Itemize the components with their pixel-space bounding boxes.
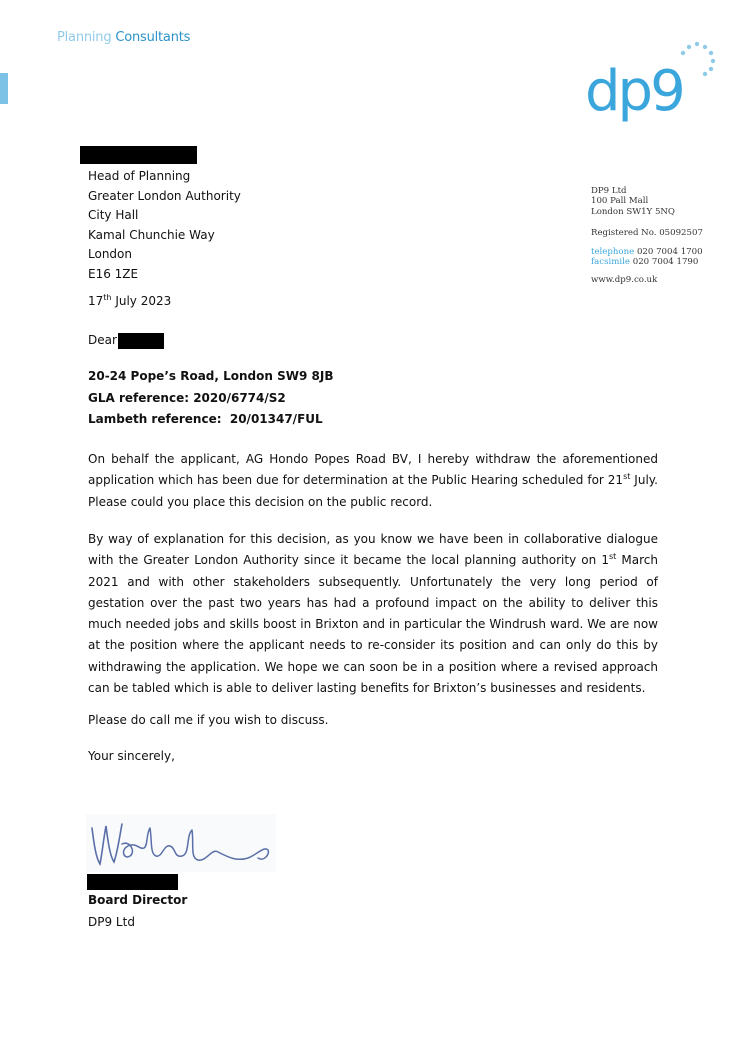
dp9-logo-wordmark: dp9 [585,59,683,124]
recipient-organisation: Greater London Authority [88,188,241,203]
company-name: DP9 Ltd [591,186,627,196]
salutation-text: Dear [88,333,117,347]
letter-date [88,294,171,308]
letter-subject [88,366,333,431]
subject-gla-reference: GLA reference: 2020/6774/S2 [88,390,286,405]
company-details [591,186,703,286]
body-paragraph-1 [88,449,658,513]
company-telephone [591,247,703,257]
telephone-label: telephone [591,246,635,257]
paragraph-2-part-a: By way of explanation for this decision, as you know we have been in collaborative dialogue with the Greater London Authority since it became the local planning authority on 1 [88,532,658,568]
body-paragraph-3: Please do call me if you wish to discuss. [88,713,329,727]
paragraph-2-part-b: March 2021 and with other stakeholders subsequently. Unfortunately the very long period of gestation over the past two years has had a profound impact on the ability to deliver this much needed jobs and skills boost in Brixton and in particular the Windrush ward. We are now at the position where the applicant needs to re-consider its position and can only do this by withdrawing the application. We hope we can soon be in a position where a revised approach can be tabled which is able to deliver lasting benefits for Brixton’s businesses and residents. [88,553,658,696]
company-registered-number: Registered No. 05092507 [591,228,703,239]
recipient-postcode: E16 1ZE [88,266,139,281]
facsimile-label: facsimile [591,257,631,268]
telephone-number: 020 7004 1700 [636,246,703,257]
tagline-word-consultants: Consultants [115,30,191,45]
paragraph-1-part-a: On behalf the applicant, AG Hondo Popes Road BV, I hereby withdraw the aforementioned application which has been due for determination at the Public Hearing scheduled for 21 [88,452,658,488]
date-month-year: July 2023 [111,294,172,308]
redacted-recipient-name [80,146,197,164]
recipient-city: London [88,247,132,262]
paragraph-2-superscript: st [608,552,617,562]
date-suffix: th [103,293,112,302]
signatory-role: Board Director [88,893,188,907]
recipient-address-line2: Kamal Chunchie Way [88,227,215,242]
header-tagline [57,30,190,45]
recipient-address [88,167,241,285]
handwritten-signature [86,814,276,872]
recipient-role: Head of Planning [88,169,191,183]
page-edge-accent-bar [0,73,8,104]
company-facsimile [591,257,703,267]
body-paragraph-2 [88,529,658,699]
recipient-address-line1: City Hall [88,208,139,223]
redacted-signatory-name [87,874,178,890]
company-address-line2: London SW1Y 5NQ [591,206,675,217]
tagline-word-planning: Planning [57,30,112,45]
subject-lambeth-reference: Lambeth reference: 20/01347/FUL [88,412,323,426]
company-website: www.dp9.co.uk [591,275,658,286]
salutation [88,333,117,347]
redacted-salutation-name [118,333,164,349]
closing-line: Your sincerely, [88,749,175,763]
company-address-line1: 100 Pall Mall [591,196,649,207]
signatory-organisation: DP9 Ltd [88,915,135,929]
facsimile-number: 020 7004 1790 [632,257,699,268]
paragraph-1-superscript: st [623,472,631,482]
date-day: 17 [88,294,104,308]
subject-site-address: 20-24 Pope’s Road, London SW9 8JB [88,369,334,383]
paragraph-1-part-b: July. Please could you place this decision on the public record. [88,473,658,509]
dp9-logo [585,38,725,138]
